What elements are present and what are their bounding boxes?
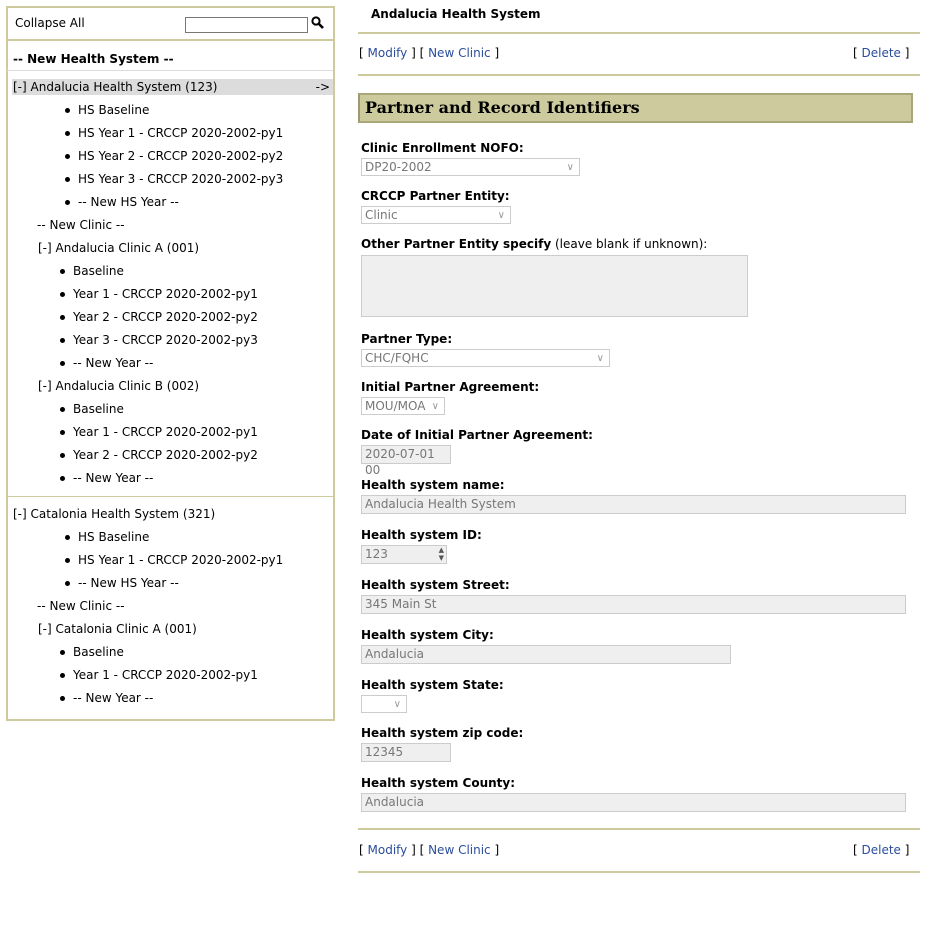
- field-value: 345 Main St: [365, 597, 437, 611]
- field-label: [361, 478, 505, 492]
- tree-item-label: HS Year 1 - CRCCP 2020-2002-py1: [78, 126, 284, 140]
- bullet-icon: [60, 430, 65, 435]
- delete-wrap: [ Delete ]: [853, 46, 910, 60]
- tree-clinic[interactable]: [38, 621, 197, 637]
- new-health-system-link[interactable]: -- New Health System --: [13, 52, 174, 66]
- text-field[interactable]: [361, 595, 906, 614]
- label-text: Health system City:: [361, 628, 494, 642]
- bullet-icon: [60, 696, 65, 701]
- tree-clinic-year[interactable]: [60, 447, 258, 463]
- delete-wrap-bottom: [ Delete ]: [853, 843, 910, 857]
- label-note: (leave blank if unknown):: [551, 237, 708, 251]
- bullet-icon: [60, 269, 65, 274]
- tree-system[interactable]: [12, 79, 333, 95]
- field-value: 12345: [365, 745, 404, 759]
- tree-item-label: -- New Year --: [73, 691, 154, 705]
- bullet-icon: [65, 154, 70, 159]
- system-label[interactable]: Catalonia Health System (321): [30, 507, 216, 521]
- tree-hs-year[interactable]: [65, 102, 149, 118]
- bullet-icon: [60, 453, 65, 458]
- bullet-icon: [65, 108, 70, 113]
- bullet-icon: [60, 476, 65, 481]
- field-value: 2020-07-01 00: [365, 447, 435, 477]
- field-label: [361, 189, 510, 203]
- tree-hs-year[interactable]: [65, 148, 283, 164]
- field-label: [361, 578, 510, 592]
- select-field[interactable]: [361, 349, 610, 367]
- field-value: Andalucia Health System: [365, 497, 516, 511]
- arrow-icon[interactable]: ->: [315, 80, 330, 94]
- tree-item-label: Year 3 - CRCCP 2020-2002-py3: [73, 333, 258, 347]
- label-text: Health system zip code:: [361, 726, 524, 740]
- tree-item-label: Year 1 - CRCCP 2020-2002-py1: [73, 668, 258, 682]
- collapse-toggle[interactable]: [-]: [13, 507, 27, 521]
- tree-item-label: Year 2 - CRCCP 2020-2002-py2: [73, 448, 258, 462]
- select-field[interactable]: [361, 397, 445, 415]
- tree-hs-year[interactable]: [65, 552, 283, 568]
- text-field[interactable]: [361, 445, 451, 477]
- tree-clinic-year[interactable]: [60, 644, 124, 660]
- tree-item-label: -- New HS Year --: [78, 576, 179, 590]
- tree-clinic-year[interactable]: [60, 286, 258, 302]
- bullet-icon: [60, 650, 65, 655]
- field-value: Clinic: [365, 208, 398, 222]
- bottom-actions: [ Modify ] [ New Clinic ]: [359, 843, 500, 857]
- field-label: [361, 776, 515, 790]
- tree-hs-year[interactable]: [65, 194, 179, 210]
- tree-clinic-year[interactable]: [60, 424, 258, 440]
- tree-item-label: Baseline: [73, 402, 124, 416]
- collapse-toggle[interactable]: [-]: [13, 80, 27, 94]
- delete-link[interactable]: Delete: [861, 46, 901, 60]
- field-label: [361, 428, 593, 442]
- collapse-toggle[interactable]: [-]: [38, 241, 52, 255]
- tree-clinic[interactable]: [38, 240, 199, 256]
- tree-clinic-year[interactable]: [60, 263, 124, 279]
- chevron-down-icon: ∨: [596, 353, 604, 364]
- tree-new-clinic[interactable]: [37, 598, 125, 614]
- label-text: Initial Partner Agreement:: [361, 380, 540, 394]
- chevron-down-icon: ∨: [566, 162, 574, 173]
- bullet-icon: [60, 361, 65, 366]
- bullet-icon: [60, 407, 65, 412]
- tree-item-label: Year 2 - CRCCP 2020-2002-py2: [73, 310, 258, 324]
- field-label: [361, 332, 452, 346]
- modify-link[interactable]: Modify: [367, 46, 408, 60]
- tree-item-label: -- New Year --: [73, 471, 154, 485]
- tree-hs-year[interactable]: [65, 575, 179, 591]
- field-label: [361, 237, 707, 251]
- new-clinic-label: -- New Clinic --: [37, 218, 125, 232]
- system-label[interactable]: Andalucia Health System (123): [30, 80, 218, 94]
- tree-hs-year[interactable]: [65, 125, 283, 141]
- field-value: Andalucia: [365, 795, 425, 809]
- clinic-label[interactable]: Catalonia Clinic A (001): [55, 622, 197, 636]
- clinic-label[interactable]: Andalucia Clinic A (001): [55, 241, 200, 255]
- bullet-icon: [65, 558, 70, 563]
- field-label: [361, 528, 482, 542]
- tree-hs-year[interactable]: [65, 529, 149, 545]
- bullet-icon: [60, 673, 65, 678]
- label-text: Health system County:: [361, 776, 516, 790]
- tree-clinic-year[interactable]: [60, 332, 258, 348]
- tree-item-label: Baseline: [73, 645, 124, 659]
- tree-new-clinic[interactable]: [37, 217, 125, 233]
- label-text: Other Partner Entity specify: [361, 237, 552, 251]
- text-field[interactable]: [361, 793, 906, 812]
- spinner-icon[interactable]: ▲ ▼: [438, 546, 444, 562]
- field-value: DP20-2002: [365, 160, 432, 174]
- collapse-all-link[interactable]: Collapse All: [15, 16, 85, 30]
- tree-item-label: -- New Year --: [73, 356, 154, 370]
- label-text: Health system State:: [361, 678, 504, 692]
- field-value: CHC/FQHC: [365, 351, 429, 365]
- clinic-label[interactable]: Andalucia Clinic B (002): [55, 379, 200, 393]
- bullet-icon: [60, 338, 65, 343]
- tree-hs-year[interactable]: [65, 171, 283, 187]
- field-label: [361, 726, 523, 740]
- field-value: 123: [365, 547, 388, 561]
- text-field[interactable]: [361, 495, 906, 514]
- tree-item-label: Year 1 - CRCCP 2020-2002-py1: [73, 287, 258, 301]
- label-text: Health system name:: [361, 478, 505, 492]
- tree-clinic-year[interactable]: [60, 667, 258, 683]
- chevron-down-icon: ∨: [497, 210, 505, 221]
- bullet-icon: [60, 292, 65, 297]
- tree-search-input[interactable]: [185, 17, 308, 33]
- label-text: Partner Type:: [361, 332, 453, 346]
- collapse-toggle[interactable]: [-]: [38, 379, 52, 393]
- label-text: CRCCP Partner Entity:: [361, 189, 510, 203]
- bullet-icon: [65, 177, 70, 182]
- tree-clinic-year[interactable]: [60, 470, 153, 486]
- section-header: Partner and Record Identifiers: [358, 93, 913, 123]
- tree-item-label: HS Baseline: [78, 103, 150, 117]
- bullet-icon: [65, 581, 70, 586]
- field-label: [361, 380, 539, 394]
- new-clinic-link[interactable]: New Clinic: [428, 46, 491, 60]
- bullet-icon: [65, 200, 70, 205]
- select-field[interactable]: [361, 695, 407, 713]
- field-label: [361, 628, 494, 642]
- field-label: [361, 141, 524, 155]
- text-field[interactable]: [361, 645, 731, 664]
- top-actions: [ Modify ] [ New Clinic ]: [359, 46, 500, 60]
- label-text: Health system ID:: [361, 528, 482, 542]
- tree-item-label: HS Year 2 - CRCCP 2020-2002-py2: [78, 149, 284, 163]
- search-icon[interactable]: [311, 16, 325, 30]
- field-label: [361, 678, 504, 692]
- label-text: Clinic Enrollment NOFO:: [361, 141, 524, 155]
- select-field[interactable]: [361, 158, 580, 176]
- tree-item-label: HS Year 3 - CRCCP 2020-2002-py3: [78, 172, 284, 186]
- collapse-toggle[interactable]: [-]: [38, 622, 52, 636]
- tree-item-label: HS Baseline: [78, 530, 150, 544]
- chevron-down-icon: ∨: [431, 401, 439, 412]
- modify-link-bottom[interactable]: Modify: [367, 843, 408, 857]
- number-field[interactable]: [361, 545, 447, 564]
- chevron-down-icon: ∨: [393, 699, 401, 710]
- tree-clinic-year[interactable]: [60, 401, 124, 417]
- tree-item-label: -- New HS Year --: [78, 195, 179, 209]
- label-text: Health system Street:: [361, 578, 510, 592]
- field-value: Andalucia: [365, 647, 425, 661]
- bullet-icon: [65, 131, 70, 136]
- tree-item-label: HS Year 1 - CRCCP 2020-2002-py1: [78, 553, 284, 567]
- tree-clinic[interactable]: [38, 378, 199, 394]
- tree-item-label: Year 1 - CRCCP 2020-2002-py1: [73, 425, 258, 439]
- select-field[interactable]: [361, 206, 511, 224]
- tree-clinic-year[interactable]: [60, 690, 153, 706]
- tree-clinic-year[interactable]: [60, 309, 258, 325]
- delete-link-bottom[interactable]: Delete: [861, 843, 901, 857]
- textarea-field[interactable]: [361, 255, 748, 317]
- page-title: Andalucia Health System: [371, 7, 541, 21]
- tree-clinic-year[interactable]: [60, 355, 153, 371]
- bullet-icon: [65, 535, 70, 540]
- label-text: Date of Initial Partner Agreement:: [361, 428, 593, 442]
- tree-item-label: Baseline: [73, 264, 124, 278]
- field-value: MOU/MOA: [365, 399, 426, 413]
- new-clinic-label: -- New Clinic --: [37, 599, 125, 613]
- text-field[interactable]: [361, 743, 451, 762]
- tree-system[interactable]: [13, 506, 215, 522]
- new-clinic-link-bottom[interactable]: New Clinic: [428, 843, 491, 857]
- bullet-icon: [60, 315, 65, 320]
